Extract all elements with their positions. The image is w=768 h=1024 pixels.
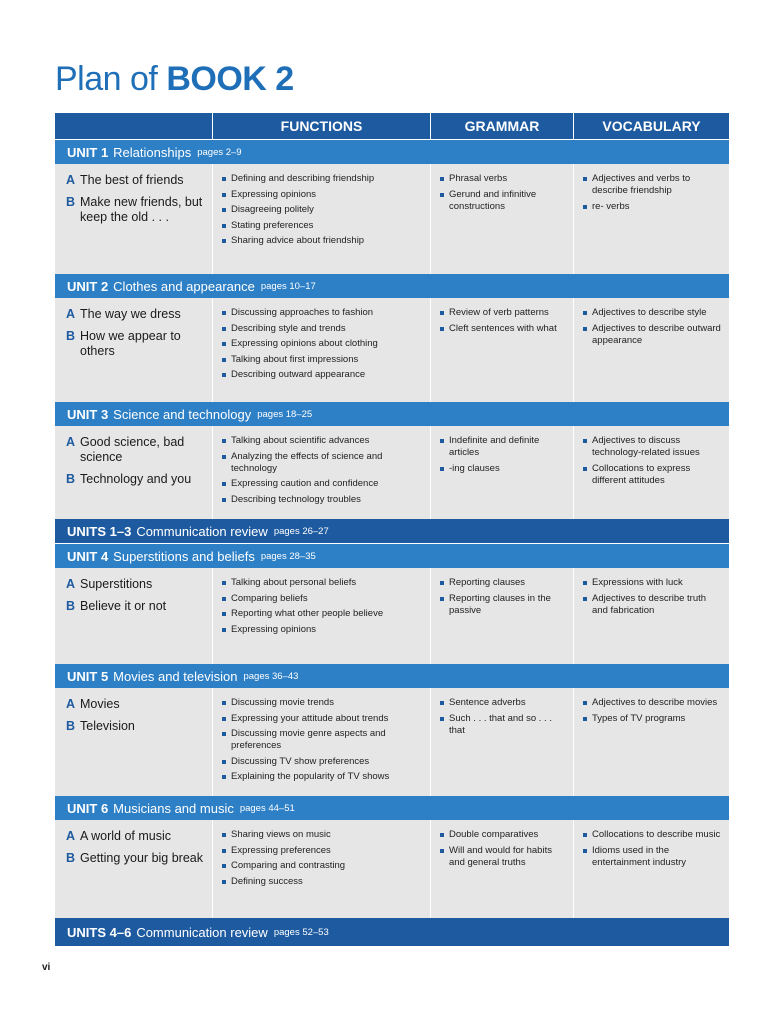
list-item: Idioms used in the entertainment industry	[583, 845, 723, 869]
page-title-bold: BOOK 2	[166, 60, 294, 98]
lesson-a	[66, 307, 212, 322]
list-item: Comparing and contrasting	[222, 860, 424, 872]
lesson-b	[66, 851, 212, 866]
lesson-title: Believe it or not	[80, 599, 167, 613]
vocabulary-cell	[573, 298, 729, 402]
list-item: Defining and describing friendship	[222, 173, 424, 185]
unit-title: Superstitions and beliefs	[113, 548, 255, 564]
list-item: Adjectives to describe style	[583, 307, 723, 319]
list-item: Expressing caution and confidence	[222, 478, 424, 490]
lesson-letter: A	[66, 829, 76, 843]
review-1-3-bar	[55, 519, 729, 544]
functions-cell	[212, 426, 430, 519]
list-item: Discussing movie genre aspects and preferences	[222, 728, 424, 752]
list-item: Expressing your attitude about trends	[222, 713, 424, 725]
functions-cell	[212, 820, 430, 918]
unit-4-bar	[55, 544, 729, 568]
list-item: Adjectives to discuss technology-related issues	[583, 435, 723, 459]
lesson-title: Movies	[80, 697, 120, 711]
unit-6-body	[55, 820, 729, 918]
lesson-letter: B	[66, 195, 76, 209]
list-item: Discussing movie trends	[222, 697, 424, 709]
list-item: Adjectives to describe movies	[583, 697, 723, 709]
unit-number: UNIT 4	[67, 548, 109, 564]
list-item: Adjectives and verbs to describe friendship	[583, 173, 723, 197]
grammar-cell	[430, 688, 573, 796]
lessons-cell	[55, 820, 212, 918]
lesson-a	[66, 577, 212, 592]
list-item: Such . . . that and so . . . that	[440, 713, 567, 737]
lesson-letter: B	[66, 599, 76, 613]
unit-number: UNIT 3	[67, 406, 109, 422]
lesson-title: Television	[80, 719, 135, 733]
lesson-title: Superstitions	[80, 577, 153, 591]
review-4-6-bar	[55, 918, 729, 946]
unit-title: Clothes and appearance	[113, 278, 255, 294]
unit-title: Science and technology	[113, 406, 252, 422]
unit-5-body	[55, 688, 729, 796]
list-item: Explaining the popularity of TV shows	[222, 771, 424, 783]
list-item: -ing clauses	[440, 463, 567, 475]
unit-number: UNIT 1	[67, 144, 109, 160]
table-header	[55, 113, 729, 140]
vocabulary-cell	[573, 688, 729, 796]
list-item: Expressing opinions	[222, 189, 424, 201]
list-item: Discussing approaches to fashion	[222, 307, 424, 319]
lessons-cell	[55, 426, 212, 519]
lesson-b	[66, 719, 212, 734]
list-item: Describing outward appearance	[222, 369, 424, 381]
grammar-cell	[430, 426, 573, 519]
list-item: Collocations to express different attitudes	[583, 463, 723, 487]
list-item: Adjectives to describe outward appearance	[583, 323, 723, 347]
lesson-letter: B	[66, 719, 76, 733]
list-item: Indefinite and definite articles	[440, 435, 567, 459]
review-pages: pages 52–53	[273, 926, 329, 938]
list-item: Adjectives to describe truth and fabrication	[583, 593, 723, 617]
review-units: UNITS 1–3	[67, 523, 132, 539]
list-item: Stating preferences	[222, 220, 424, 232]
list-item: Reporting clauses	[440, 577, 567, 589]
list-item: Talking about personal beliefs	[222, 577, 424, 589]
unit-title: Musicians and music	[113, 800, 234, 816]
review-title: Communication review	[136, 924, 268, 940]
functions-cell	[212, 688, 430, 796]
lessons-cell	[55, 298, 212, 402]
lesson-a	[66, 173, 212, 188]
lesson-letter: A	[66, 307, 76, 321]
unit-1-body	[55, 164, 729, 274]
lesson-letter: B	[66, 329, 76, 343]
list-item: Expressing opinions about clothing	[222, 338, 424, 350]
list-item: Phrasal verbs	[440, 173, 567, 185]
unit-number: UNIT 6	[67, 800, 109, 816]
lesson-title: How we appear to others	[80, 329, 181, 358]
header-blank	[55, 113, 212, 139]
unit-number: UNIT 5	[67, 668, 109, 684]
unit-4-body	[55, 568, 729, 664]
book-plan-table	[55, 113, 729, 946]
lesson-title: Make new friends, but keep the old . . .	[80, 195, 203, 224]
list-item: Talking about first impressions	[222, 354, 424, 366]
list-item: Comparing beliefs	[222, 593, 424, 605]
lesson-title: The best of friends	[80, 173, 184, 187]
unit-number: UNIT 2	[67, 278, 109, 294]
header-functions: FUNCTIONS	[212, 113, 430, 139]
list-item: Sentence adverbs	[440, 697, 567, 709]
list-item: Will and would for habits and general truths	[440, 845, 567, 869]
unit-title: Movies and television	[113, 668, 238, 684]
list-item: Defining success	[222, 876, 424, 888]
unit-pages: pages 2–9	[197, 146, 242, 158]
unit-1-bar	[55, 140, 729, 164]
functions-cell	[212, 164, 430, 274]
lesson-letter: A	[66, 173, 76, 187]
lesson-b	[66, 195, 212, 225]
unit-pages: pages 36–43	[243, 670, 299, 682]
review-units: UNITS 4–6	[67, 924, 132, 940]
list-item: Describing technology troubles	[222, 494, 424, 506]
list-item: Expressing opinions	[222, 624, 424, 636]
list-item: Expressions with luck	[583, 577, 723, 589]
unit-title: Relationships	[113, 144, 192, 160]
functions-cell	[212, 568, 430, 664]
list-item: Talking about scientific advances	[222, 435, 424, 447]
unit-5-bar	[55, 664, 729, 688]
list-item: Sharing advice about friendship	[222, 235, 424, 247]
list-item: Reporting clauses in the passive	[440, 593, 567, 617]
list-item: Discussing TV show preferences	[222, 756, 424, 768]
review-title: Communication review	[136, 523, 268, 539]
list-item: Reporting what other people believe	[222, 608, 424, 620]
unit-pages: pages 28–35	[260, 550, 316, 562]
lessons-cell	[55, 164, 212, 274]
lesson-letter: A	[66, 577, 76, 591]
functions-cell	[212, 298, 430, 402]
list-item: Sharing views on music	[222, 829, 424, 841]
lessons-cell	[55, 568, 212, 664]
header-grammar: GRAMMAR	[430, 113, 573, 139]
vocabulary-cell	[573, 164, 729, 274]
lesson-letter: B	[66, 472, 76, 486]
list-item: Analyzing the effects of science and technology	[222, 451, 424, 475]
vocabulary-cell	[573, 820, 729, 918]
unit-pages: pages 10–17	[260, 280, 316, 292]
unit-6-bar	[55, 796, 729, 820]
lesson-title: Technology and you	[80, 472, 192, 486]
lesson-letter: B	[66, 851, 76, 865]
review-pages: pages 26–27	[273, 525, 329, 537]
page-title	[55, 60, 294, 99]
list-item: Double comparatives	[440, 829, 567, 841]
lesson-title: The way we dress	[80, 307, 181, 321]
lesson-b	[66, 599, 212, 614]
unit-2-bar	[55, 274, 729, 298]
lesson-a	[66, 697, 212, 712]
list-item: re- verbs	[583, 201, 723, 213]
lesson-b	[66, 472, 212, 487]
list-item: Expressing preferences	[222, 845, 424, 857]
unit-2-body	[55, 298, 729, 402]
lesson-a	[66, 435, 212, 465]
lesson-title: Good science, bad science	[80, 435, 185, 464]
vocabulary-cell	[573, 426, 729, 519]
page-title-plain: Plan of	[55, 60, 158, 98]
list-item: Gerund and infinitive constructions	[440, 189, 567, 213]
lesson-b	[66, 329, 212, 359]
unit-3-body	[55, 426, 729, 519]
vocabulary-cell	[573, 568, 729, 664]
list-item: Disagreeing politely	[222, 204, 424, 216]
page-number: vi	[42, 962, 51, 973]
header-vocabulary: VOCABULARY	[573, 113, 729, 139]
unit-3-bar	[55, 402, 729, 426]
lessons-cell	[55, 688, 212, 796]
lesson-title: Getting your big break	[80, 851, 203, 865]
list-item: Collocations to describe music	[583, 829, 723, 841]
unit-pages: pages 18–25	[257, 408, 313, 420]
list-item: Cleft sentences with what	[440, 323, 567, 335]
lesson-letter: A	[66, 435, 76, 449]
grammar-cell	[430, 164, 573, 274]
grammar-cell	[430, 298, 573, 402]
grammar-cell	[430, 820, 573, 918]
list-item: Review of verb patterns	[440, 307, 567, 319]
grammar-cell	[430, 568, 573, 664]
list-item: Describing style and trends	[222, 323, 424, 335]
lesson-title: A world of music	[80, 829, 172, 843]
unit-pages: pages 44–51	[239, 802, 295, 814]
list-item: Types of TV programs	[583, 713, 723, 725]
lesson-letter: A	[66, 697, 76, 711]
lesson-a	[66, 829, 212, 844]
